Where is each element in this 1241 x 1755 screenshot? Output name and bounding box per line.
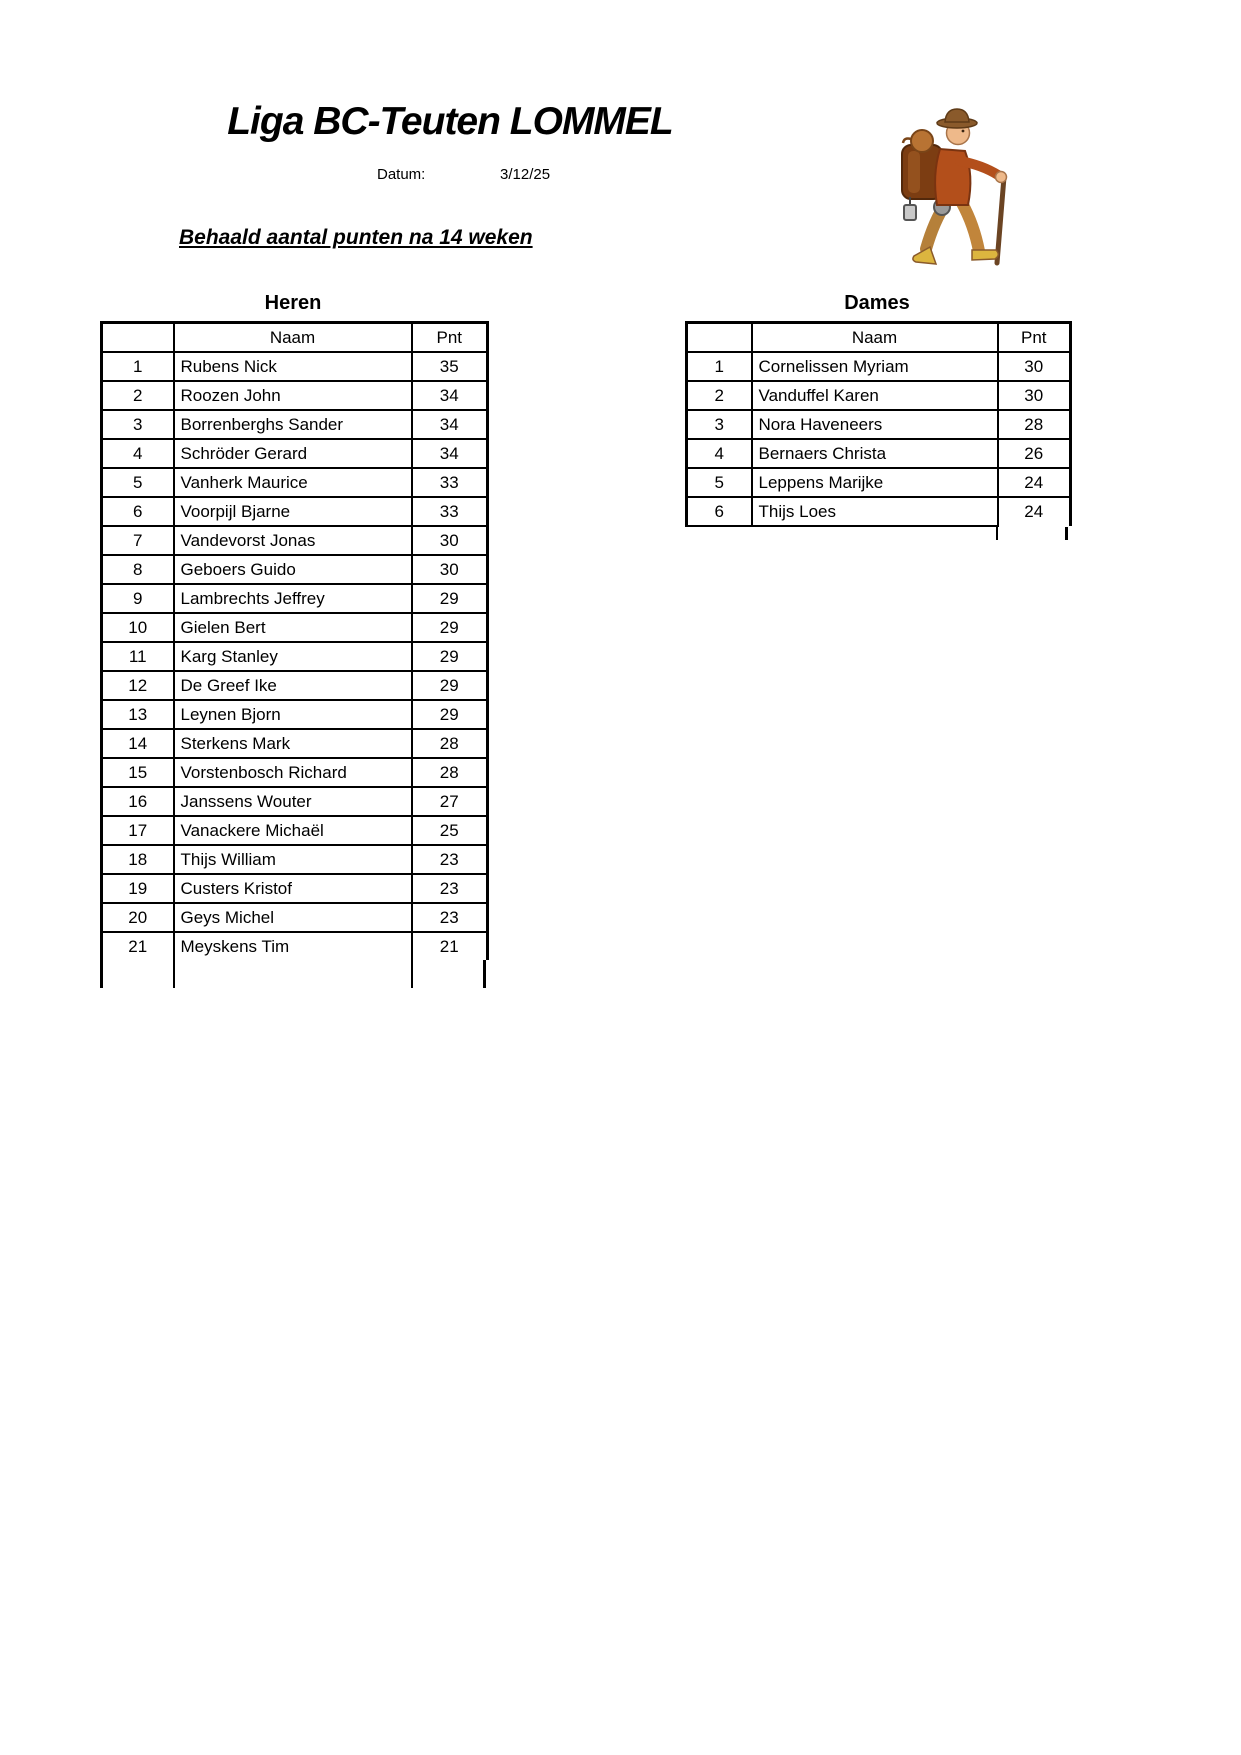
dames-table-row xyxy=(687,410,1071,439)
rank-cell: 2 xyxy=(102,381,174,410)
rank-cell: 7 xyxy=(102,526,174,555)
dames-table-row xyxy=(687,439,1071,468)
player-name-cell: Karg Stanley xyxy=(174,642,412,671)
heren-title: Heren xyxy=(264,292,322,314)
dames-header-row xyxy=(687,323,1071,353)
rank-cell: 18 xyxy=(102,845,174,874)
heren-table-row xyxy=(102,497,488,526)
player-name-cell: Borrenberghs Sander xyxy=(174,410,412,439)
player-name-cell: Schröder Gerard xyxy=(174,439,412,468)
points-cell: 28 xyxy=(412,729,488,758)
dames-rank-column-header xyxy=(687,323,752,353)
dames-naam-column-header: Naam xyxy=(752,323,998,353)
dames-table-row xyxy=(687,352,1071,381)
points-cell: 34 xyxy=(412,439,488,468)
heren-table-row xyxy=(102,874,488,903)
player-name-cell: Rubens Nick xyxy=(174,352,412,381)
rank-cell: 17 xyxy=(102,816,174,845)
points-cell: 29 xyxy=(412,642,488,671)
points-cell: 30 xyxy=(998,352,1071,381)
rank-cell: 4 xyxy=(687,439,752,468)
points-cell: 29 xyxy=(412,700,488,729)
points-cell: 30 xyxy=(412,526,488,555)
dames-pnt-column-header: Pnt xyxy=(998,323,1071,353)
points-cell: 23 xyxy=(412,874,488,903)
points-cell: 25 xyxy=(412,816,488,845)
dames-table xyxy=(685,321,1072,527)
player-name-cell: Sterkens Mark xyxy=(174,729,412,758)
player-name-cell: Lambrechts Jeffrey xyxy=(174,584,412,613)
player-name-cell: Vanherk Maurice xyxy=(174,468,412,497)
heren-table-row xyxy=(102,700,488,729)
heren-table-row xyxy=(102,816,488,845)
points-cell: 27 xyxy=(412,787,488,816)
points-cell: 23 xyxy=(412,845,488,874)
player-name-cell: Voorpijl Bjarne xyxy=(174,497,412,526)
dames-title: Dames xyxy=(844,292,910,314)
heren-table-row xyxy=(102,352,488,381)
player-name-cell: Custers Kristof xyxy=(174,874,412,903)
rank-cell: 1 xyxy=(102,352,174,381)
player-name-cell: Meyskens Tim xyxy=(174,932,412,960)
heren-naam-column-header: Naam xyxy=(174,323,412,353)
player-name-cell: Thijs William xyxy=(174,845,412,874)
player-name-cell: Leppens Marijke xyxy=(752,468,998,497)
heren-table-row xyxy=(102,642,488,671)
rank-cell: 21 xyxy=(102,932,174,960)
heren-pnt-column-header: Pnt xyxy=(412,323,488,353)
player-name-cell: Cornelissen Myriam xyxy=(752,352,998,381)
player-name-cell: Thijs Loes xyxy=(752,497,998,526)
subtitle: Behaald aantal punten na 14 weken xyxy=(179,226,533,249)
points-cell: 26 xyxy=(998,439,1071,468)
points-cell: 24 xyxy=(998,497,1071,526)
player-name-cell: Vandevorst Jonas xyxy=(174,526,412,555)
rank-cell: 19 xyxy=(102,874,174,903)
points-cell: 29 xyxy=(412,613,488,642)
heren-table xyxy=(100,321,489,960)
rank-cell: 6 xyxy=(102,497,174,526)
rank-cell: 3 xyxy=(102,410,174,439)
heren-table-row xyxy=(102,671,488,700)
rank-cell: 6 xyxy=(687,497,752,526)
dames-table-row xyxy=(687,381,1071,410)
points-cell: 30 xyxy=(998,381,1071,410)
rank-cell: 5 xyxy=(687,468,752,497)
player-name-cell: Janssens Wouter xyxy=(174,787,412,816)
player-name-cell: De Greef Ike xyxy=(174,671,412,700)
rank-cell: 3 xyxy=(687,410,752,439)
rank-cell: 1 xyxy=(687,352,752,381)
points-cell: 33 xyxy=(412,468,488,497)
points-cell: 21 xyxy=(412,932,488,960)
heren-table-row xyxy=(102,932,488,960)
datum-value: 3/12/25 xyxy=(500,166,551,183)
heren-table-row xyxy=(102,381,488,410)
heren-table-row xyxy=(102,410,488,439)
points-cell: 33 xyxy=(412,497,488,526)
heren-table-row xyxy=(102,526,488,555)
dames-table-row xyxy=(687,497,1071,526)
rank-cell: 10 xyxy=(102,613,174,642)
points-cell: 23 xyxy=(412,903,488,932)
points-cell: 28 xyxy=(412,758,488,787)
rank-cell: 2 xyxy=(687,381,752,410)
rank-cell: 11 xyxy=(102,642,174,671)
heren-table-row xyxy=(102,729,488,758)
heren-table-row xyxy=(102,555,488,584)
page-title: Liga BC-Teuten LOMMEL xyxy=(227,100,673,143)
heren-table-row xyxy=(102,584,488,613)
rank-cell: 16 xyxy=(102,787,174,816)
heren-table-row xyxy=(102,613,488,642)
points-cell: 29 xyxy=(412,671,488,700)
player-name-cell: Vanackere Michaël xyxy=(174,816,412,845)
datum-label: Datum: xyxy=(377,166,426,183)
dames-table-cropped-edge xyxy=(996,527,1068,540)
player-name-cell: Roozen John xyxy=(174,381,412,410)
player-name-cell: Geys Michel xyxy=(174,903,412,932)
heren-rank-column-header xyxy=(102,323,174,353)
player-name-cell: Vorstenbosch Richard xyxy=(174,758,412,787)
heren-table-cropped-edge xyxy=(100,960,486,988)
player-name-cell: Bernaers Christa xyxy=(752,439,998,468)
player-name-cell: Geboers Guido xyxy=(174,555,412,584)
rank-cell: 12 xyxy=(102,671,174,700)
rank-cell: 20 xyxy=(102,903,174,932)
heren-section xyxy=(100,292,486,988)
player-name-cell: Vanduffel Karen xyxy=(752,381,998,410)
rank-cell: 15 xyxy=(102,758,174,787)
player-name-cell: Leynen Bjorn xyxy=(174,700,412,729)
player-name-cell: Nora Haveneers xyxy=(752,410,998,439)
heren-table-row xyxy=(102,468,488,497)
heren-table-row xyxy=(102,439,488,468)
rank-cell: 4 xyxy=(102,439,174,468)
heren-table-row xyxy=(102,845,488,874)
dames-table-row xyxy=(687,468,1071,497)
heren-table-row xyxy=(102,903,488,932)
points-cell: 34 xyxy=(412,410,488,439)
rank-cell: 13 xyxy=(102,700,174,729)
teuten-peddler-icon xyxy=(880,103,1035,271)
dames-section xyxy=(685,292,1069,540)
rank-cell: 8 xyxy=(102,555,174,584)
points-cell: 24 xyxy=(998,468,1071,497)
points-cell: 30 xyxy=(412,555,488,584)
rank-cell: 5 xyxy=(102,468,174,497)
player-name-cell: Gielen Bert xyxy=(174,613,412,642)
heren-header-row xyxy=(102,323,488,353)
rank-cell: 14 xyxy=(102,729,174,758)
points-cell: 29 xyxy=(412,584,488,613)
points-cell: 35 xyxy=(412,352,488,381)
points-cell: 28 xyxy=(998,410,1071,439)
heren-table-row xyxy=(102,758,488,787)
rank-cell: 9 xyxy=(102,584,174,613)
points-cell: 34 xyxy=(412,381,488,410)
heren-table-row xyxy=(102,787,488,816)
